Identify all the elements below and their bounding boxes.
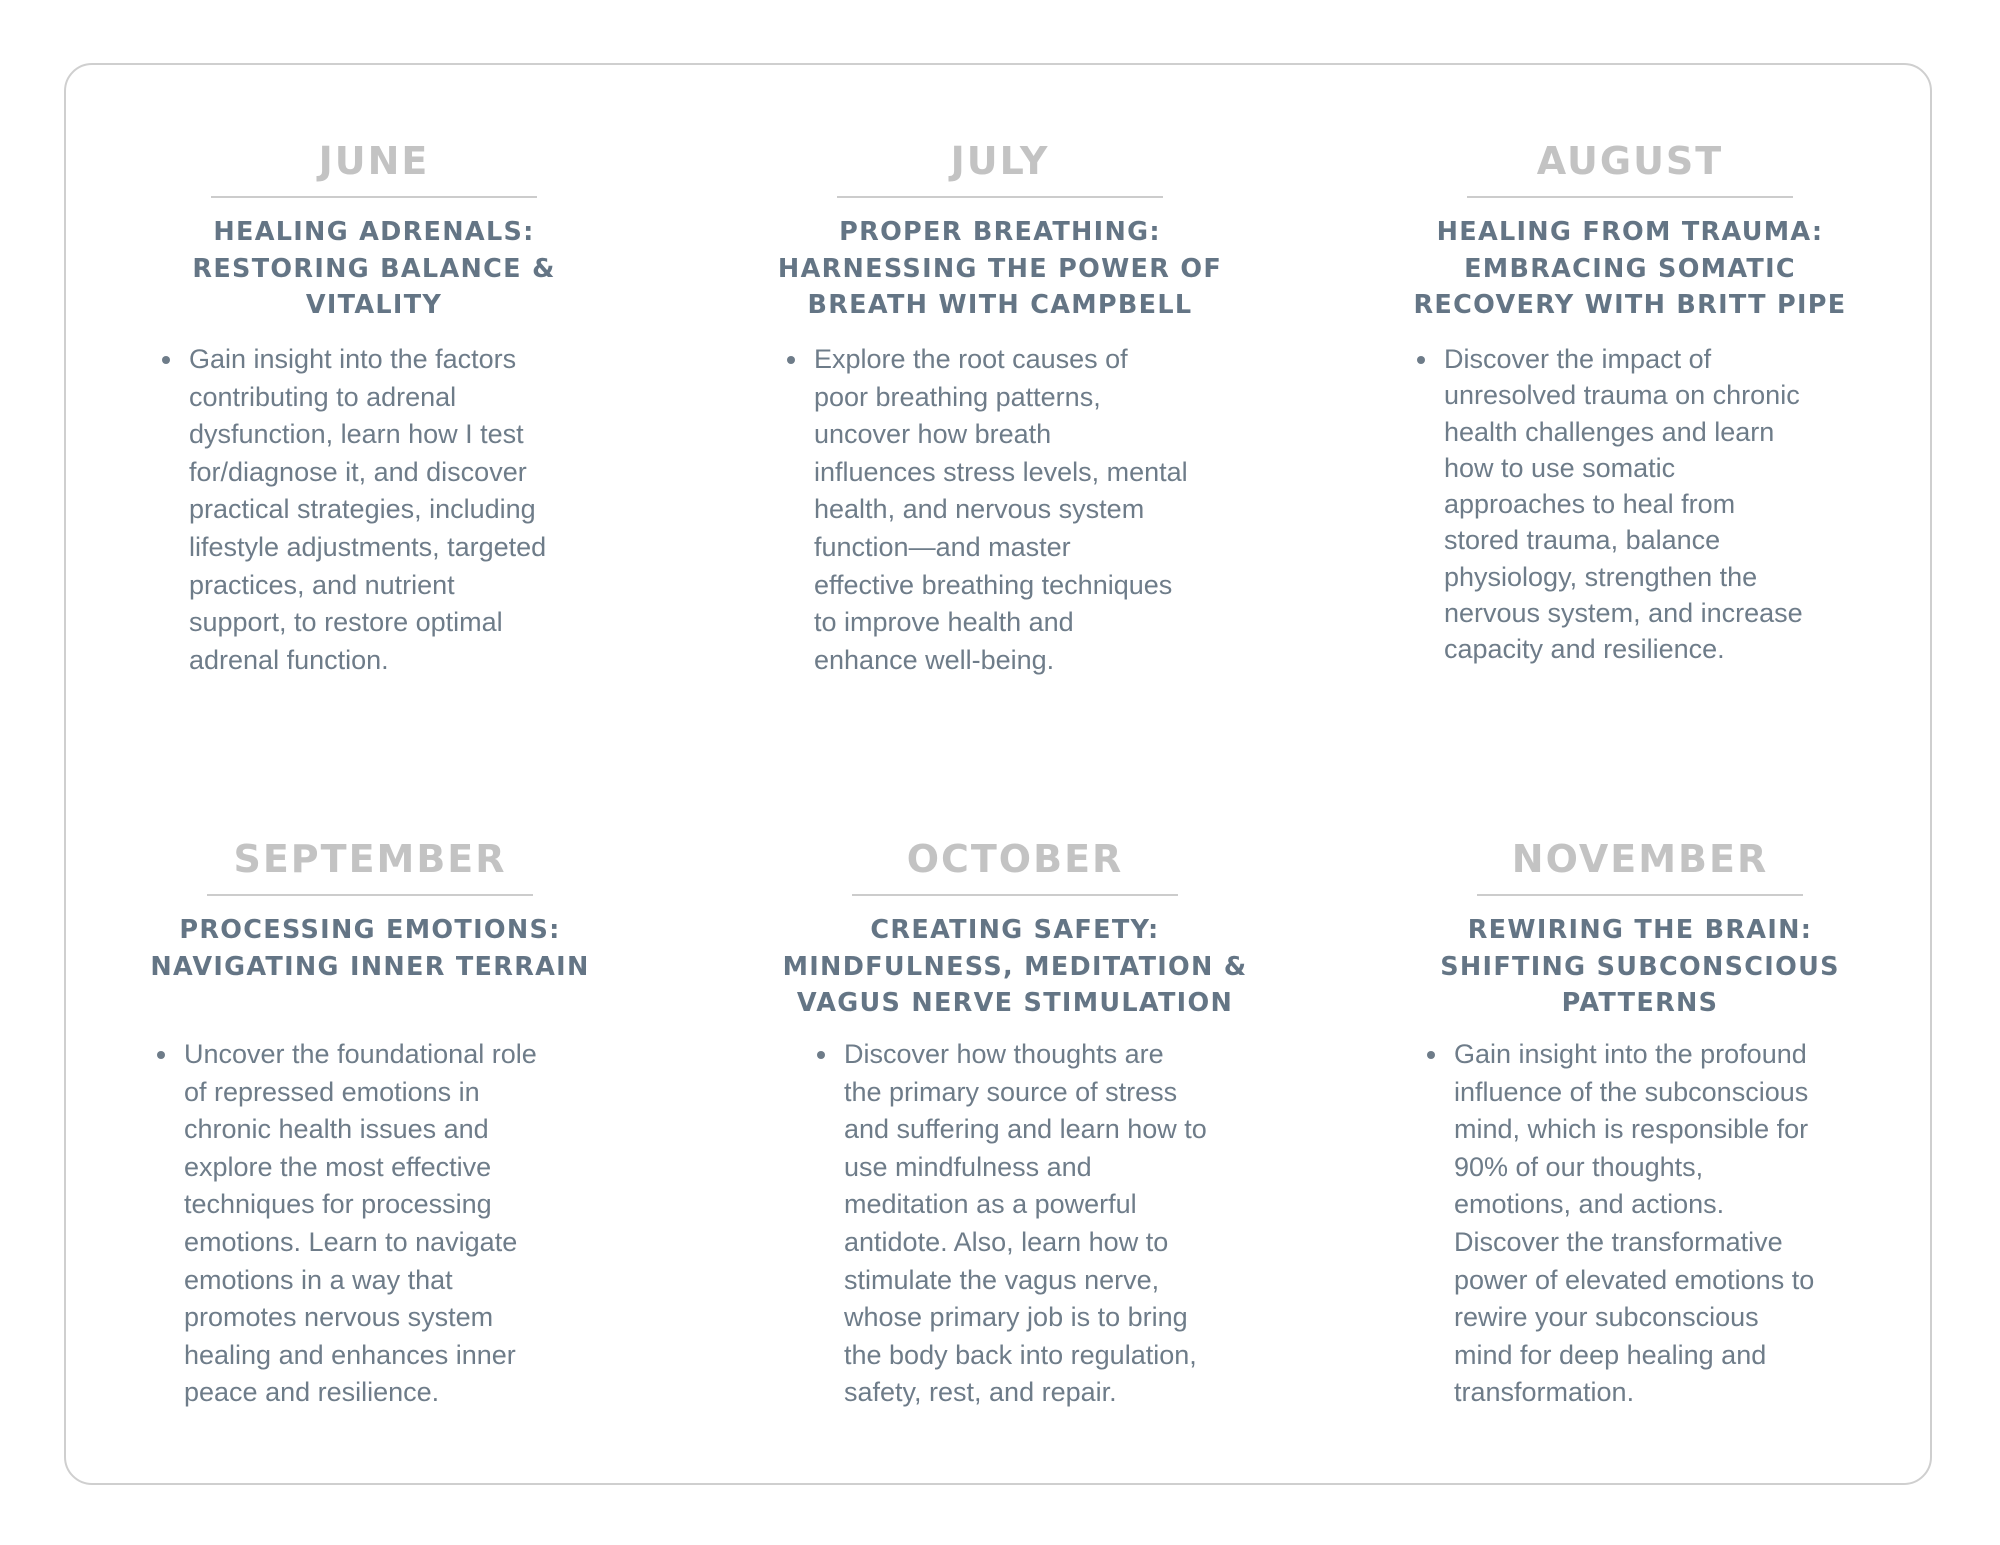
divider xyxy=(1467,196,1793,198)
divider xyxy=(1477,894,1803,896)
module-august xyxy=(1400,138,1860,324)
module-title: PROCESSING EMOTIONS: NAVIGATING INNER TERRAIN xyxy=(150,915,590,982)
month-heading: JUNE xyxy=(318,139,430,183)
module-title: HEALING ADRENALS: RESTORING BALANCE & VITALITY xyxy=(192,217,556,320)
month-heading: NOVEMBER xyxy=(1511,837,1769,881)
module-title: HEALING FROM TRAUMA: EMBRACING SOMATIC RECOVERY WITH BRITT PIPE xyxy=(1413,217,1847,320)
bullet-item: Discover the impact of unresolved trauma on chronic health challenges and learn how to use somatic approaches to heal from stored trauma, balance physiology, strengthen the nervous system, and increase capacity and resilience. xyxy=(1414,341,1904,668)
bullet-item: Uncover the foundational role of repressed emotions in chronic health issues and explore the most effective techniques for processing emotions. Learn to navigate emotions in a way that promotes nervous system healing and enhances inner peace and resilience. xyxy=(154,1036,624,1412)
bullet-item: Discover how thoughts are the primary source of stress and suffering and learn how to use mindfulness and meditation as a powerful antidote. Also, learn how to stimulate the vagus nerve, whose primary job is to bring the body back into regulation, safety, rest, and repair. xyxy=(814,1036,1304,1412)
module-title: CREATING SAFETY: MINDFULNESS, MEDITATION & VAGUS NERVE STIMULATION xyxy=(782,915,1248,1018)
module-bullets xyxy=(814,1036,1304,1412)
module-title: REWIRING THE BRAIN: SHIFTING SUBCONSCIOUS PATTERNS xyxy=(1440,915,1840,1018)
month-heading: AUGUST xyxy=(1536,139,1724,183)
divider xyxy=(211,196,537,198)
module-bullets xyxy=(1414,341,1904,668)
module-october xyxy=(775,836,1255,1022)
module-september xyxy=(140,836,600,985)
divider xyxy=(837,196,1163,198)
module-bullets xyxy=(784,341,1254,679)
module-july xyxy=(770,138,1230,324)
module-bullets xyxy=(159,341,639,679)
module-title: PROPER BREATHING: HARNESSING THE POWER OF BREATH WITH CAMPBELL xyxy=(777,217,1223,320)
module-november xyxy=(1410,836,1870,1022)
divider xyxy=(852,894,1178,896)
bullet-item: Explore the root causes of poor breathing patterns, uncover how breath influences stress levels, mental health, and nervous system function—and master effective breathing techniques to improve health and enhance well-being. xyxy=(784,341,1254,679)
bullet-item: Gain insight into the profound influence of the subconscious mind, which is responsible for 90% of our thoughts, emotions, and actions. Discover the transformative power of elevated emotions to rewire your subconscious mind for deep healing and transformation. xyxy=(1424,1036,1914,1412)
module-bullets xyxy=(1424,1036,1914,1412)
divider xyxy=(207,894,533,896)
bullet-item: Gain insight into the factors contributing to adrenal dysfunction, learn how I test for/diagnose it, and discover practical strategies, including lifestyle adjustments, targeted practices, and nutrient support, to restore optimal adrenal function. xyxy=(159,341,639,679)
month-heading: JULY xyxy=(950,139,1050,183)
module-bullets xyxy=(154,1036,624,1412)
module-june xyxy=(164,138,584,324)
month-heading: OCTOBER xyxy=(906,837,1124,881)
month-heading: SEPTEMBER xyxy=(233,837,507,881)
